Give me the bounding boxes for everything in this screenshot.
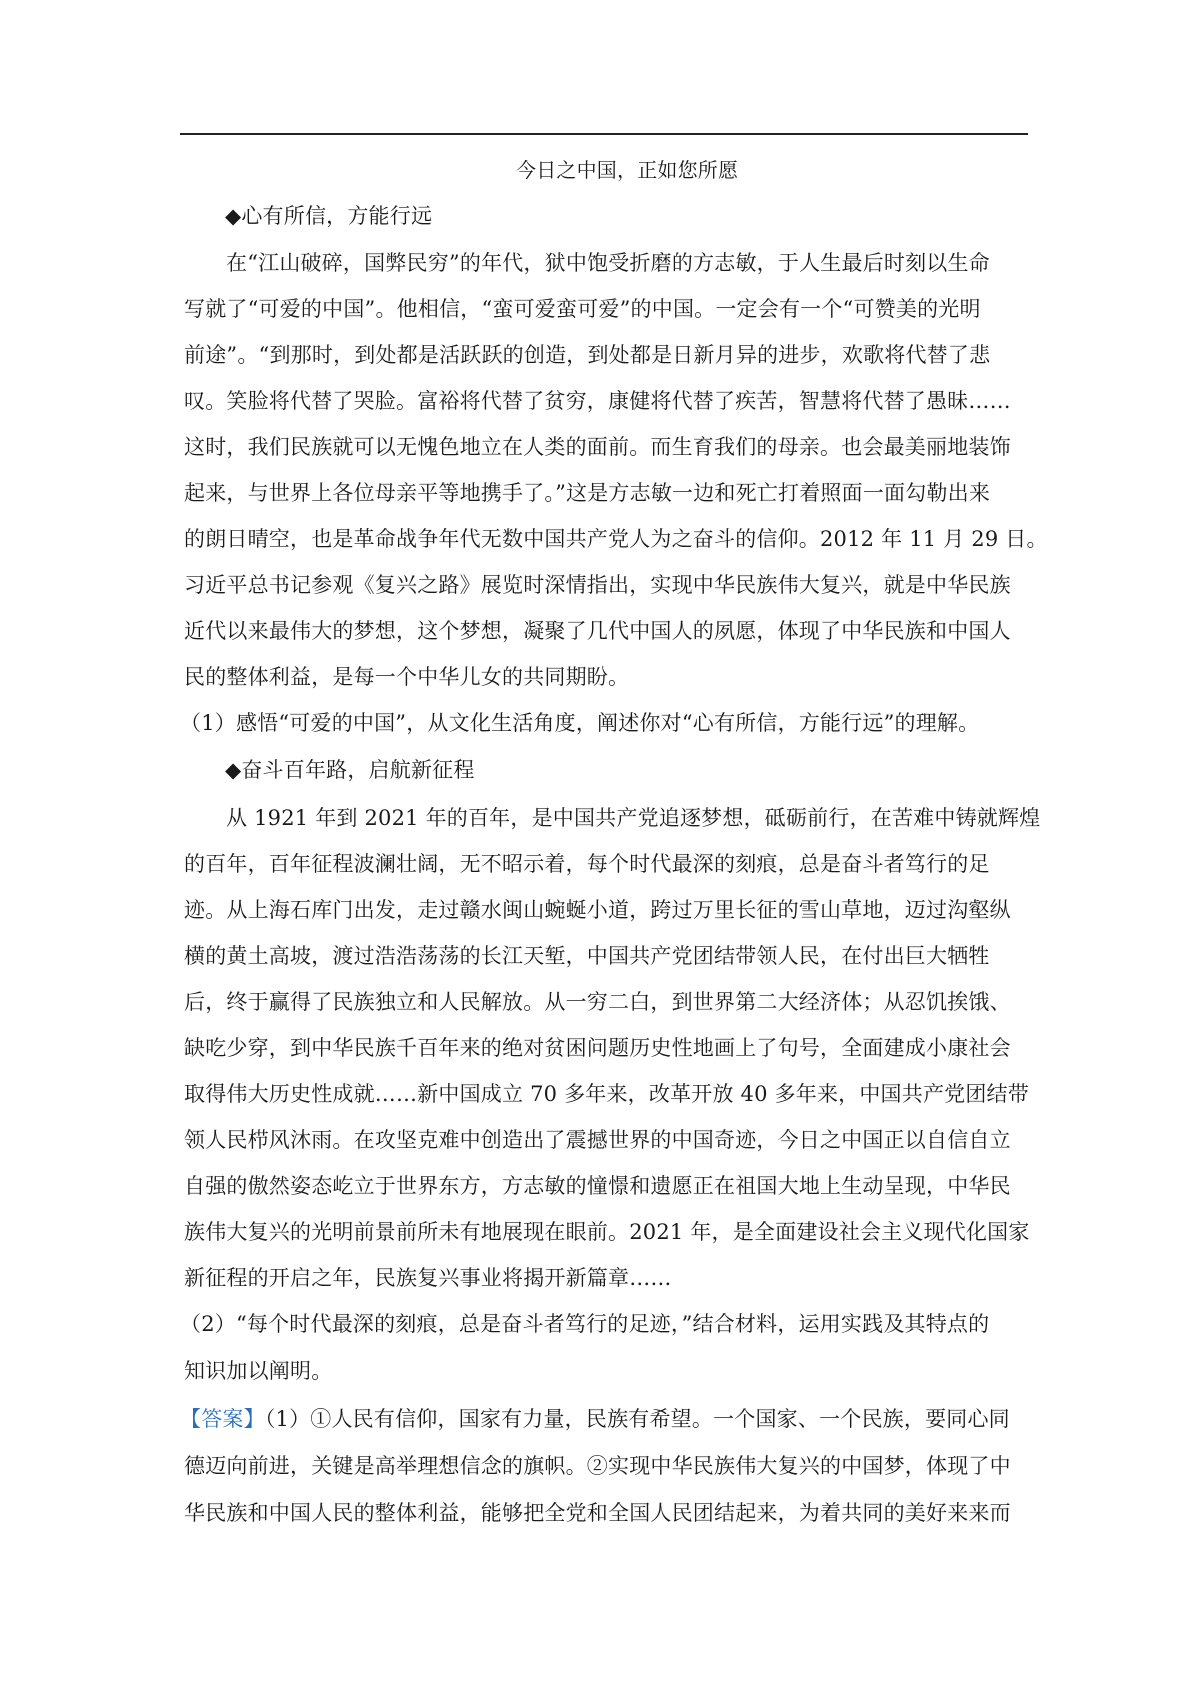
paragraph-line: 这时，我们民族就可以无愧色地立在人类的面前。而生育我们的母亲。也会最美丽地装饰	[184, 435, 1011, 459]
answer-line: 德迈向前进，关键是高举理想信念的旗帜。②实现中华民族伟大复兴的中国梦，体现了中	[184, 1454, 1011, 1478]
answer-first-line	[180, 1404, 1010, 1434]
paragraph-line: 缺吃少穿，到中华民族千百年来的绝对贫困问题历史性地画上了句号，全面建成小康社会	[184, 1036, 1011, 1060]
paragraph-line: 取得伟大历史性成就……新中国成立 70 多年来，改革开放 40 多年来，中国共产党团结带	[184, 1082, 1029, 1106]
paragraph-line: 写就了“可爱的中国”。他相信，“蛮可爱蛮可爱”的中国。一定会有一个“可赞美的光明	[184, 297, 981, 321]
page-title: 今日之中国，正如您所愿	[516, 158, 739, 182]
section-heading: ◆奋斗百年路，启航新征程	[225, 758, 475, 782]
answer-line: 华民族和中国人民的整体利益，能够把全党和全国人民团结起来，为着共同的美好来来而	[184, 1501, 1011, 1525]
paragraph-line: 前途”。“到那时，到处都是活跃跃的创造，到处都是日新月异的进步，欢歌将代替了悲	[184, 343, 991, 367]
question-1: （1）感悟“可爱的中国”，从文化生活角度，阐述你对“心有所信，方能行远”的理解。	[180, 711, 980, 735]
paragraph-line: 近代以来最伟大的梦想，这个梦想，凝聚了几代中国人的夙愿，体现了中华民族和中国人	[184, 619, 1011, 643]
question-2: （2）“每个时代最深的刻痕，总是奋斗者笃行的足迹，”结合材料，运用实践及其特点的	[180, 1312, 990, 1336]
paragraph-line: 自强的傲然姿态屹立于世界东方，方志敏的憧憬和遗愿正在祖国大地上生动呈现，中华民	[184, 1174, 1011, 1198]
paragraph-line: 领人民栉风沐雨。在攻坚克难中创造出了震撼世界的中国奇迹，今日之中国正以自信自立	[184, 1128, 1011, 1152]
paragraph-line: 新征程的开启之年，民族复兴事业将揭开新篇章……	[184, 1266, 672, 1290]
paragraph-line: 叹。笑脸将代替了哭脸。富裕将代替了贫穷，康健将代替了疾苦，智慧将代替了愚昧……	[184, 389, 1011, 413]
paragraph-line: 后，终于赢得了民族独立和人民解放。从一穷二白，到世界第二大经济体；从忍饥挨饿、	[184, 990, 1011, 1014]
header-rule	[180, 133, 1028, 135]
paragraph-line: 族伟大复兴的光明前景前所未有地展现在眼前。2021 年，是全面建设社会主义现代化国家	[184, 1220, 1030, 1244]
paragraph-line: 横的黄土高坡，渡过浩浩荡荡的长江天堑，中国共产党团结带领人民，在付出巨大牺牲	[184, 944, 990, 968]
paragraph-line: 起来，与世界上各位母亲平等地携手了。”这是方志敏一边和死亡打着照面一面勾勒出来	[184, 481, 991, 505]
paragraph-line: 迹。从上海石库门出发，走过赣水闽山蜿蜒小道，跨过万里长征的雪山草地，迈过沟壑纵	[184, 898, 1011, 922]
paragraph-line: 从 1921 年到 2021 年的百年，是中国共产党追逐梦想，砥砺前行，在苦难中铸就辉煌	[226, 806, 1041, 830]
paragraph-line: 在“江山破碎，国弊民穷”的年代，狱中饱受折磨的方志敏，于人生最后时刻以生命	[226, 251, 990, 275]
paragraph-line: 民的整体利益，是每一个中华儿女的共同期盼。	[184, 665, 630, 689]
paragraph-line: 的百年，百年征程波澜壮阔，无不昭示着，每个时代最深的刻痕，总是奋斗者笃行的足	[184, 852, 990, 876]
question-2-continued: 知识加以阐明。	[184, 1359, 333, 1383]
answer-text: （1）①人民有信仰，国家有力量，民族有希望。一个国家、一个民族，要同心同	[264, 1407, 1010, 1431]
paragraph-line: 习近平总书记参观《复兴之路》展览时深情指出，实现中华民族伟大复兴，就是中华民族	[184, 573, 1011, 597]
paragraph-line: 的朗日晴空，也是革命战争年代无数中国共产党人为之奋斗的信仰。2012 年 11 月 29 日。	[184, 527, 1048, 551]
section-heading: ◆心有所信，方能行远	[225, 204, 433, 228]
answer-tag: 【答案】	[180, 1407, 265, 1431]
